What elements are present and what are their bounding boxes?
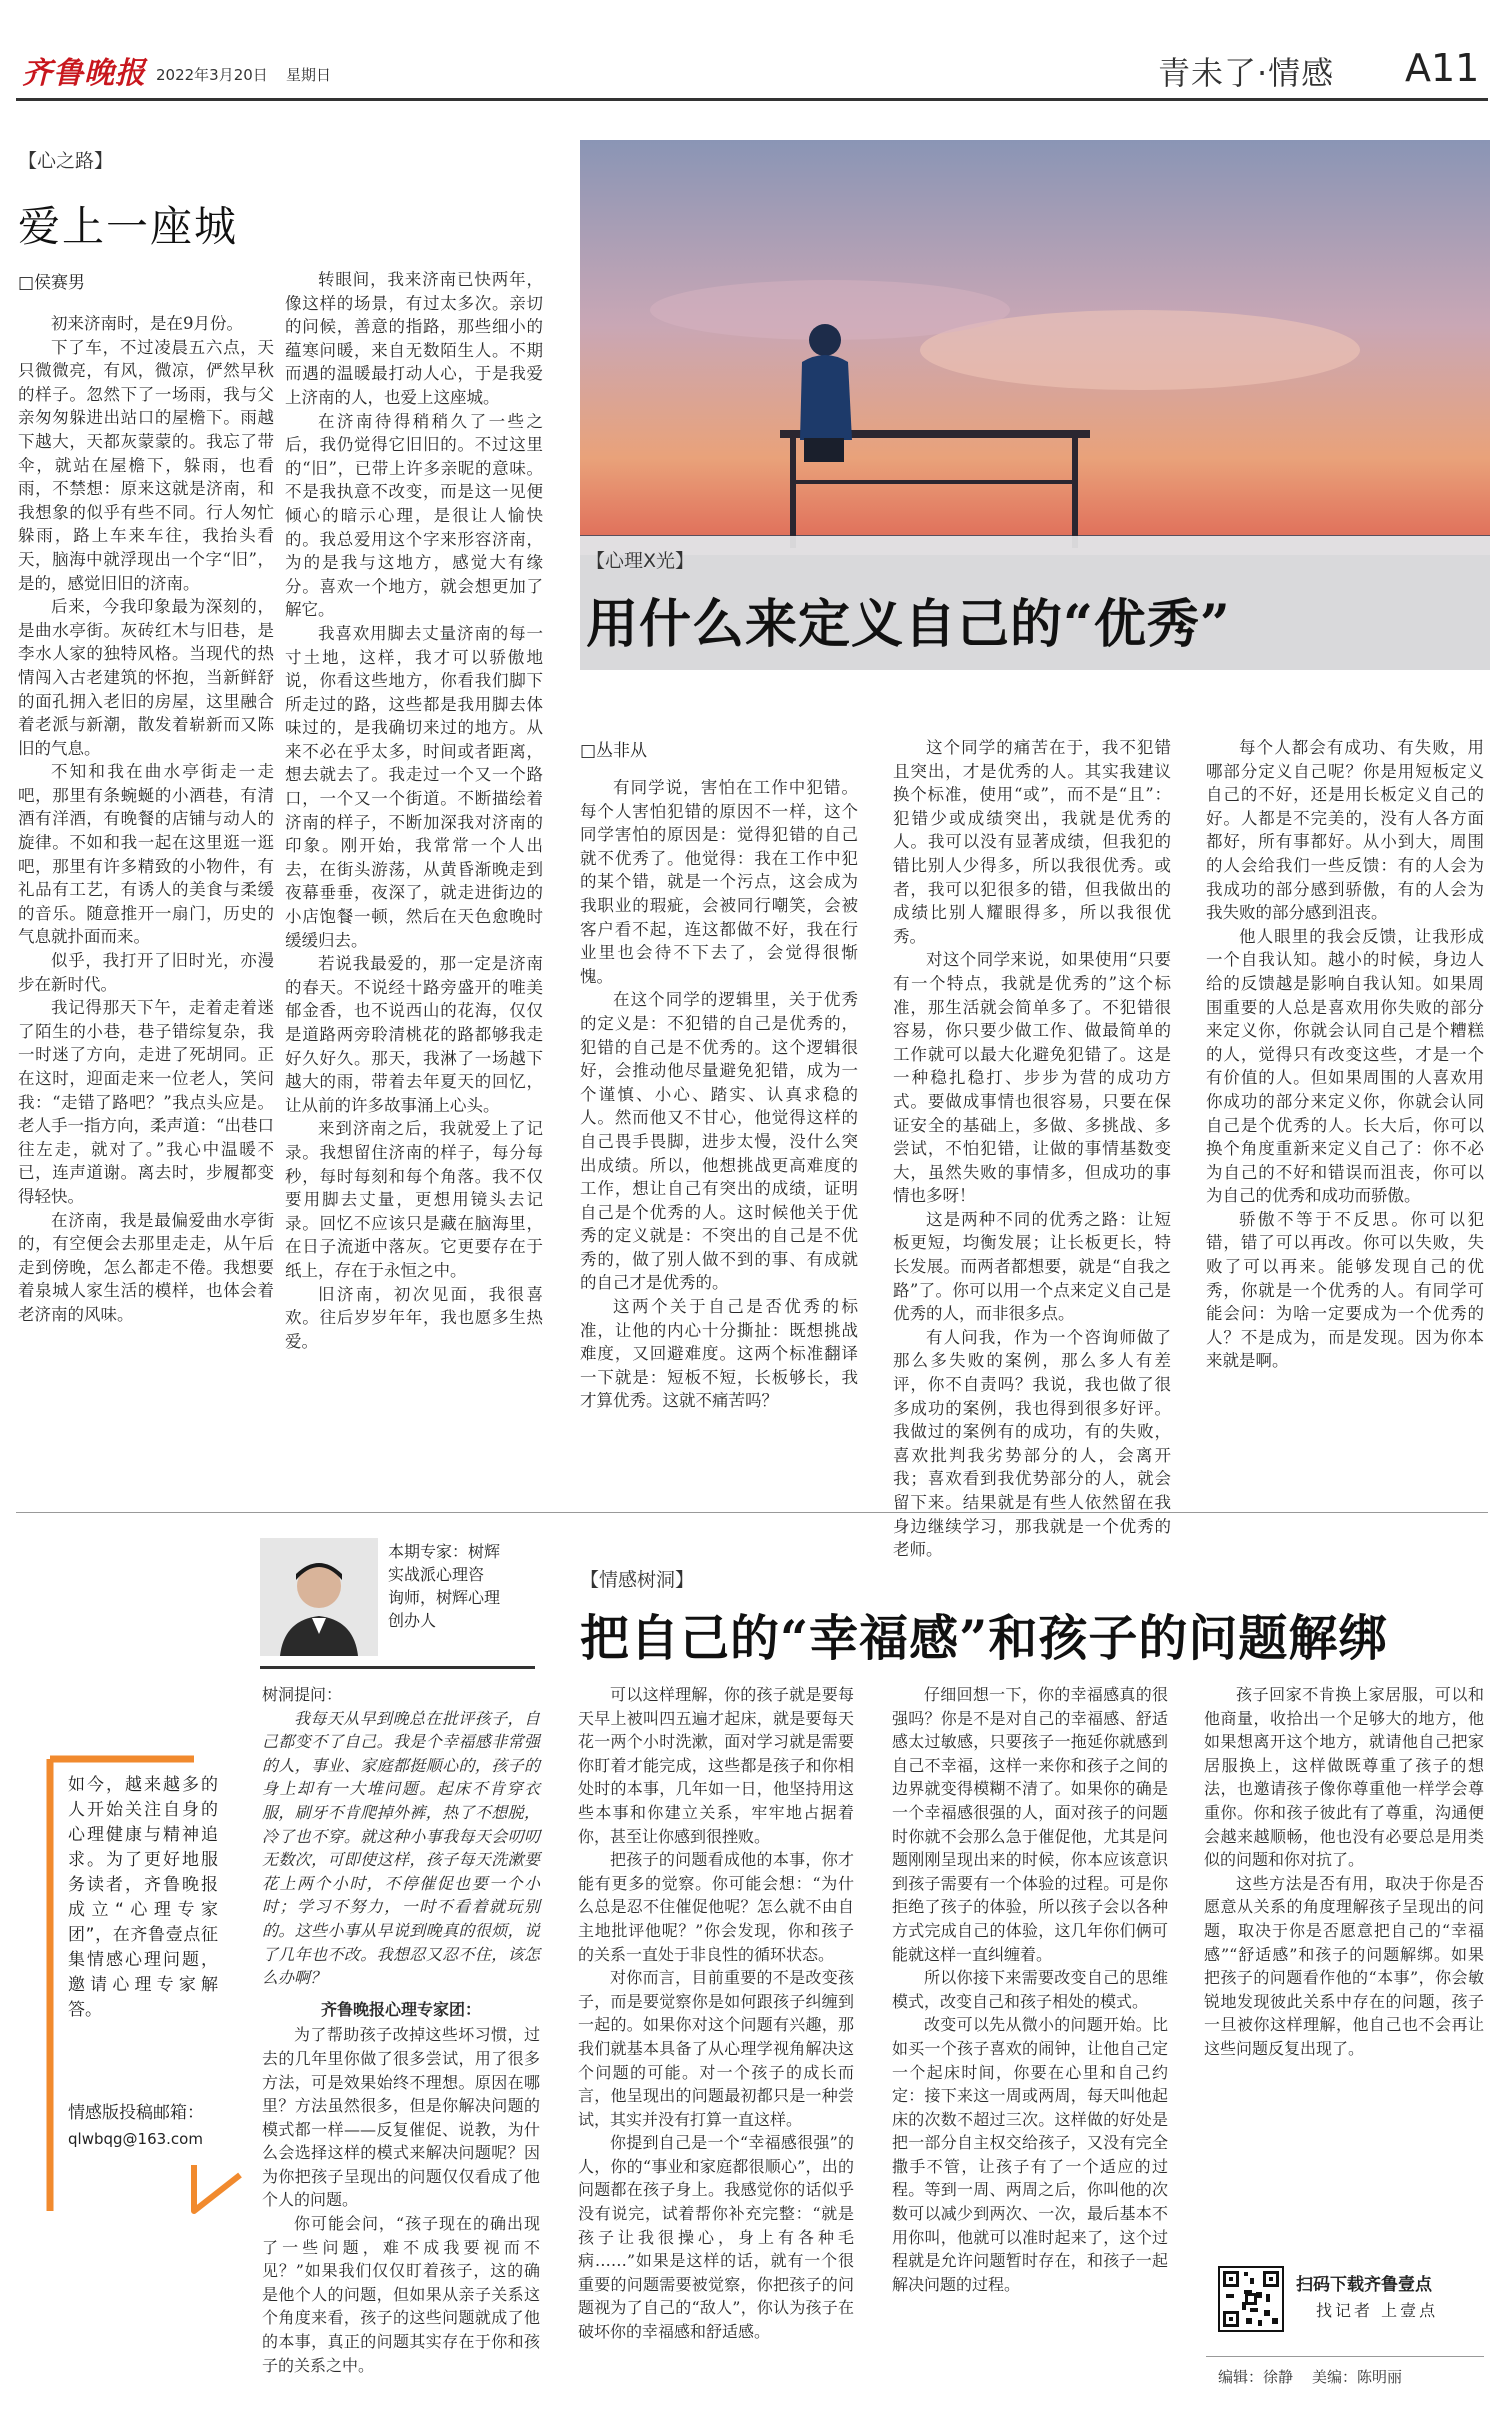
article2-body-col2 xyxy=(893,736,1171,1560)
column-tag-treehole: 【情感树洞】 xyxy=(580,1569,695,1591)
expert-caption-line: 询师，树辉心理 xyxy=(388,1588,501,1607)
paragraph: 后来，今我印象最为深刻的，是曲水亭街。灰砖红木与旧巷，是李水人家的独特风格。当现代的热情闯入古老建筑的怀抱，当新鲜舒的面孔拥入老旧的房屋，这里融合着老派与新潮，散发着崭新而又陈旧的气息。 xyxy=(18,597,274,758)
page-number: A11 xyxy=(1405,46,1480,90)
paragraph: 你提到自己是一个“幸福感很强”的人，你的“事业和家庭都很顺心”，出的问题都在孩子身上。我感觉你的话似乎没有说完，试着帮你补充完整：“就是孩子让我很操心，身上有各种毛病……”如果是这样的话，就有一个很重要的问题需要被觉察，你把孩子的问题视为了自己的“敌人”，你认为孩子在破坏你的幸福感和舒适感。 xyxy=(578,2133,854,2342)
paragraph: 对你而言，目前重要的不是改变孩子，而是要觉察你是如何跟孩子纠缠到一起的。如果你对这个问题有兴趣，那我们就基本具备了从心理学视角解决这个问题的可能。对一个孩子的成长而言，他呈现出的问题最初都只是一种尝试，其实并没有打算一直这样。 xyxy=(578,1968,854,2129)
article2-title: 用什么来定义自己的“优秀” xyxy=(586,594,1231,655)
masthead xyxy=(0,0,1500,100)
paragraph: 似乎，我打开了旧时光，亦漫步在新时代。 xyxy=(18,951,274,994)
column-tag-xray: 【心理X光】 xyxy=(586,550,695,572)
answer-label: 齐鲁晚报心理专家团： xyxy=(320,1999,481,2019)
article3-body-col1 xyxy=(262,1683,540,2393)
paragraph: 改变可以先从微小的问题开始。比如买一个孩子喜欢的闹钟，让他自己定一个起床时间，你要在心里和自己约定：接下来这一周或两周，每天叫他起床的次数不超过三次。这样做的好处是把一部分自主权交给孩子，又没有完全撒手不管，让孩子有了一个适应的过程。等到一周、两周之后，你叫他的次数可以减少到两次、一次，最后基本不用你叫，他就可以准时起来了，这个过程就是允许问题暂时存在，和孩子一起解决问题的过程。 xyxy=(892,2015,1168,2294)
article1-title: 爱上一座城 xyxy=(18,202,239,251)
paragraph: 这些方法是否有用，取决于你是否愿意从关系的角度理解孩子呈现出的问题，取决于你是否愿意把自己的“幸福感”“舒适感”和孩子的问题解绑。如果把孩子的问题看作他的“本事”，你会敏锐地发现彼此关系中存在的问题，孩子一旦被你这样理解，他自己也不会再让这些问题反复出现了。 xyxy=(1204,1873,1484,2058)
paragraph: 为了帮助孩子改掉这些坏习惯，过去的几年里你做了很多尝试，用了很多方法，可是效果始终不理想。原因在哪里？方法虽然很多，但是你解决问题的模式都一样——反复催促、说教，为什么会选择这样的模式来解决问题呢？因为你把孩子呈现出的问题仅仅看成了他个人的问题。 xyxy=(262,2025,540,2210)
paragraph: 骄傲不等于不反思。你可以犯错，错了可以再改。你可以失败，失败了可以再来。能够发现自己的优秀，你就是一个优秀的人。有同学可能会问：为啥一定要成为一个优秀的人？不是成为，而是发现。因为你本来就是啊。 xyxy=(1206,1209,1484,1371)
qr-label: 扫码下载齐鲁壹点 xyxy=(1296,2275,1432,2295)
qr-code-icon xyxy=(1220,2268,1282,2330)
expert-portrait-icon xyxy=(260,1538,378,1656)
paragraph: 这是两种不同的优秀之路：让短板更短，均衡发展；让长板更长，特长发展。而两者都想要，就是“自我之路”了。你可以用一个点来定义自己是优秀的人，而非很多点。 xyxy=(893,1209,1171,1324)
paragraph: 转眼间，我来济南已快两年，像这样的场景，有过太多次。亲切的问候，善意的指路，那些细小的蕴寒问暖，来自无数陌生人。不期而遇的温暖最打动人心，于是我爱上济南的人，也爱上这座城。 xyxy=(285,270,543,407)
masthead-rule xyxy=(16,98,1488,101)
sunset-bench-photo xyxy=(580,140,1490,670)
paragraph: 我喜欢用脚去丈量济南的每一寸土地，这样，我才可以骄傲地说，你看这些地方，你看我们脚下所走过的路，这些都是我用脚去体味过的，是我确切来过的地方。从来不必在乎太多，时间或者距离，想去就去了。我走过一个又一个路口，一个又一个街道。不断描绘着济南的样子，不断加深我对济南的印象。刚开始，我常常一个人出去，在街头游荡，从黄昏渐晚走到夜幕垂垂，夜深了，就走进街边的小店饱餐一顿，然后在天色愈晚时缓缓归去。 xyxy=(285,623,543,950)
notice-email: qlwbqg@163.com xyxy=(68,2130,203,2148)
question-label: 树洞提问： xyxy=(262,1685,343,1704)
paragraph: 可以这样理解，你的孩子就是要每天早上被叫四五遍才起床，就是要每天花一两个小时洗漱，面对学习就是需要你盯着才能完成，这些都是孩子和你相处时的本事，几年如一日，他坚持用这些本事和你建立关系，牢牢地占据着你，甚至让你感到很挫败。 xyxy=(578,1685,854,1846)
qr-code[interactable] xyxy=(1218,2266,1284,2332)
article2-author: □丛非从 xyxy=(580,741,648,761)
expert-caption-line: 创办人 xyxy=(388,1611,437,1630)
article1-body-col2 xyxy=(285,268,543,1494)
article3-body-col4 xyxy=(1204,1683,1484,2245)
article2-body-col3 xyxy=(1206,736,1484,1496)
paragraph: 若说我最爱的，那一定是济南的春天。不说经十路旁盛开的唯美郁金香，也不说西山的花海，仅仅是道路两旁聆清桃花的路都够我走好久好久。那天，我淋了一场越下越大的雨，带着去年夏天的回忆，让从前的许多故事涌上心头。 xyxy=(285,954,543,1115)
footer-rule xyxy=(1206,2356,1484,2357)
article2-body-col1 xyxy=(580,776,858,1496)
expert-caption-line: 本期专家：树辉 xyxy=(388,1542,501,1561)
designer-credit: 美编：陈明丽 xyxy=(1312,2368,1403,2386)
notice-text: 如今，越来越多的人开始关注自身的心理健康与精神追求。为了更好地服务读者，齐鲁晚报成立“心理专家团”，在齐鲁壹点征集情感心理问题，邀请心理专家解答。 xyxy=(68,1775,218,2020)
expert-rule xyxy=(260,1666,535,1669)
newspaper-logo: 齐鲁晚报 xyxy=(22,56,146,91)
paragraph: 有同学说，害怕在工作中犯错。每个人害怕犯错的原因不一样，这个同学害怕的原因是：觉得犯错的自己就不优秀了。他觉得：我在工作中犯的某个错，就是一个污点，这会成为我职业的瑕疵，会被同行嘲笑，会被客户看不起，连这都做不好，我在行业里也会待不下去了，会觉得很惭愧。 xyxy=(580,778,858,986)
expert-caption-line: 实战派心理咨 xyxy=(388,1565,485,1584)
article3-body-col3 xyxy=(892,1683,1168,2393)
paragraph: 仔细回想一下，你的幸福感真的很强吗？你是不是对自己的幸福感、舒适感太过敏感，只要孩子一拖延你就感到自己不幸福，这样一来你和孩子之间的边界就变得模糊不清了。如果你的确是一个幸福感很强的人，面对孩子的问题时你就不会那么急于催促他，尤其是问题刚刚呈现出来的时候，你本应该意识到孩子需要有一个体验的过程。可是你拒绝了孩子的体验，所以孩子会以各种方式完成自己的体验，这几年你们俩可能就这样一直纠缠着。 xyxy=(892,1685,1168,1964)
paragraph: 每个人都会有成功、有失败，用哪部分定义自己呢？你是用短板定义自己的不好，还是用长板定义自己的好。人都是不完美的，没有人各方面都好，所有事都好。从小到大，周围的人会给我们一些反馈：有的人会为我成功的部分感到骄傲，有的人会为我失败的部分感到沮丧。 xyxy=(1206,738,1484,923)
paragraph: 所以你接下来需要改变自己的思维模式，改变自己和孩子相处的模式。 xyxy=(892,1968,1168,2011)
paragraph: 来到济南之后，我就爱上了记录。我想留住济南的样子，每分每秒，每时每刻和每个角落。我不仅要用脚去丈量，更想用镜头去记录。回忆不应该只是藏在脑海里，在日子流逝中落灰。它更要存在于纸上，存在于永恒之中。 xyxy=(285,1119,543,1280)
paragraph: 孩子回家不肯换上家居服，可以和他商量，收拾出一个足够大的地方，他如果想离开这个地方，就请他自己把家居服换上，这样做既尊重了孩子的想法，也邀请孩子像你尊重他一样学会尊重你。你和孩子彼此有了尊重，沟通便会越来越顺畅，他也没有必要总是用类似的问题和你对抗了。 xyxy=(1204,1685,1484,1870)
question-text: 我每天从早到晚总在批评孩子，自己都变不了自己。我是个幸福感非常强的人，事业、家庭都挺顺心的，孩子的身上却有一大堆问题。起床不肯穿衣服，刷牙不肯爬掉外裤，热了不想脱，冷了也不穿。就这种小事我每天会叨叨无数次，可即使这样，孩子每天洗漱要花上两个小时，不停催促也要一个小时；学习不努力，一时不看着就玩别的。这些小事从早说到晚真的很烦，说了几年也不改。我想忍又忍不住，该怎么办啊？ xyxy=(262,1708,540,1988)
paragraph: 在济南，我是最偏爱曲水亭街的，有空便会去那里走走，从午后走到傍晚，怎么都走不倦。我想要着泉城人家生活的模样，也体会着老济南的风味。 xyxy=(18,1210,274,1324)
paragraph: 这个同学的痛苦在于，我不犯错且突出，才是优秀的人。其实我建议换个标准，使用“或”，而不是“且”：犯错少或成绩突出，我就是优秀的人。我可以没有显著成绩，但我犯的错比别人少得多，所以我很优秀。或者，我可以犯很多的错，但我做出的成绩比别人耀眼得多，所以我很优秀。 xyxy=(893,738,1171,946)
paragraph: 在这个同学的逻辑里，关于优秀的定义是：不犯错的自己是优秀的，犯错的自己是不优秀的。这个逻辑很好，会推动他尽量避免犯错，成为一个谨慎、小心、踏实、认真求稳的人。然而他又不甘心，他觉得这样的自己畏手畏脚，进步太慢，没什么突出成绩。所以，他想挑战更高难度的工作，想让自己有突出的成绩，证明自己是个优秀的人。这时候他关于优秀的定义就是：不突出的自己是不优秀的，做了别人做不到的事、有成就的自己才是优秀的。 xyxy=(580,990,858,1293)
column-tag-heart: 【心之路】 xyxy=(18,150,114,172)
paragraph: 对这个同学来说，如果使用“只要有一个特点，我就是优秀的”这个标准，那生活就会简单多了。不犯错很容易，你只要少做工作、做最简单的工作就可以最大化避免犯错了。这是一种稳扎稳打、步步为营的成功方式。要做成事情也很容易，只要在保证安全的基础上，多做、多挑战、多尝试，不怕犯错，让做的事情基数变大，虽然失败的事情多，但成功的事情也多呀！ xyxy=(893,950,1171,1206)
paragraph: 他人眼里的我会反馈，让我形成一个自我认知。越小的时候，身边人给的反馈越是影响自我认知。如果周围重要的人总是喜欢用你失败的部分来定义你，你就会认同自己是个糟糕的人，觉得只有改变这些，才是一个有价值的人。但如果周围的人喜欢用你成功的部分来定义你，你就会认同自己是个优秀的人。长大后，你可以换个角度重新来定义自己了：你不必为自己的不好和错误而沮丧，你可以为自己的优秀和成功而骄傲。 xyxy=(1206,926,1484,1206)
issue-weekday: 星期日 xyxy=(286,66,332,84)
reporter-label: 找记者 上壹点 xyxy=(1316,2301,1439,2320)
paragraph: 在济南待得稍稍久了一些之后，我仍觉得它旧旧的。不过这里的“旧”，已带上许多亲昵的意味。不是我执意不改变，而是这一见便倾心的暗示心理，是很让人愉快的。我总爱用这个字来形容济南，为的是我与这地方，感觉大有缘分。喜欢一个地方，就会想更加了解它。 xyxy=(285,411,543,620)
paragraph: 把孩子的问题看成他的本事，你才能有更多的觉察。你可能会想：“为什么总是忍不住催促他呢？怎么就不由自主地批评他呢？”你会发现，你和孩子的关系一直处于非良性的循环状态。 xyxy=(578,1850,854,1964)
issue-date: 2022年3月20日 xyxy=(156,66,268,84)
paragraph: 你可能会问，“孩子现在的确出现了一些问题，难不成我要视而不见？”如果我们仅仅盯着孩子，这的确是他个人的问题，但如果从亲子关系这个角度来看，孩子的这些问题就成了他的本事，真正的问题其实存在于你和孩子的关系之中。 xyxy=(262,2214,540,2375)
notice-box xyxy=(44,1755,244,2215)
section-divider xyxy=(16,1512,1488,1513)
expert-avatar xyxy=(260,1538,378,1656)
paragraph: 有人问我，作为一个咨询师做了那么多失败的案例，那么多人有差评，你不自责吗？我说，我也做了很多成功的案例，我也得到很多好评。我做过的案例有的成功，有的失败，喜欢批判我劣势部分的人，会离开我；喜欢看到我优势部分的人，就会留下来。结果就是有些人依然留在我身边继续学习，那我就是一个优秀的老师。 xyxy=(893,1327,1171,1560)
paragraph: 我记得那天下午，走着走着迷了陌生的小巷，巷子错综复杂，我一时迷了方向，走进了死胡同。正在这时，迎面走来一位老人，笑问我：“走错了路吧？”我点头应是。老人手一指方向，柔声道：“出巷口往左走，就对了。”我心中温暖不已，连声道谢。离去时，步履都变得轻快。 xyxy=(18,998,274,1206)
paragraph: 这两个关于自己是否优秀的标准，让他的内心十分撕扯：既想挑战难度，又回避难度。这两个标准翻译一下就是：短板不短，长板够长，我才算优秀。这就不痛苦吗？ xyxy=(580,1297,858,1411)
editor-credit: 编辑：徐静 xyxy=(1218,2368,1294,2386)
section-name: 青未了·情感 xyxy=(1158,54,1335,92)
article1-author: □侯赛男 xyxy=(18,273,86,293)
article3-body-col2 xyxy=(578,1683,854,2393)
notice-contact-label: 情感版投稿邮箱： xyxy=(68,2103,204,2123)
expert-box xyxy=(260,1538,535,1670)
paragraph: 旧济南，初次见面，我很喜欢。往后岁岁年年，我也愿多生热爱。 xyxy=(285,1284,543,1351)
article1-body-col1 xyxy=(18,312,274,1492)
expert-caption xyxy=(388,1540,538,1632)
paragraph: 不知和我在曲水亭街走一走吧，那里有条蜿蜒的小酒巷，有清酒有洋酒，有晚餐的店铺与动人的旋律。不如和我一起在这里逛一逛吧，那里有许多精致的小物件，有礼品有工艺，有诱人的美食与柔缓的音乐。随意推开一扇门，历史的气息就扑面而来。 xyxy=(18,762,274,947)
article3-title: 把自己的“幸福感”和孩子的问题解绑 xyxy=(580,1609,1389,1667)
paragraph: 初来济南时，是在9月份。 xyxy=(51,314,243,333)
paragraph: 下了车，不过凌晨五六点，天只微微亮，有风，微凉，俨然早秋的样子。忽然下了一场雨，我与父亲匆匆躲进出站口的屋檐下。雨越下越大，天都灰蒙蒙的。我忘了带伞，就站在屋檐下，躲雨，也看雨，不禁想：原来这就是济南，和我想象的似乎有些不同。行人匆忙躲雨，路上车来车往，我抬头看天，脑海中就浮现出一个字“旧”，是的，感觉旧旧的济南。 xyxy=(18,337,274,593)
